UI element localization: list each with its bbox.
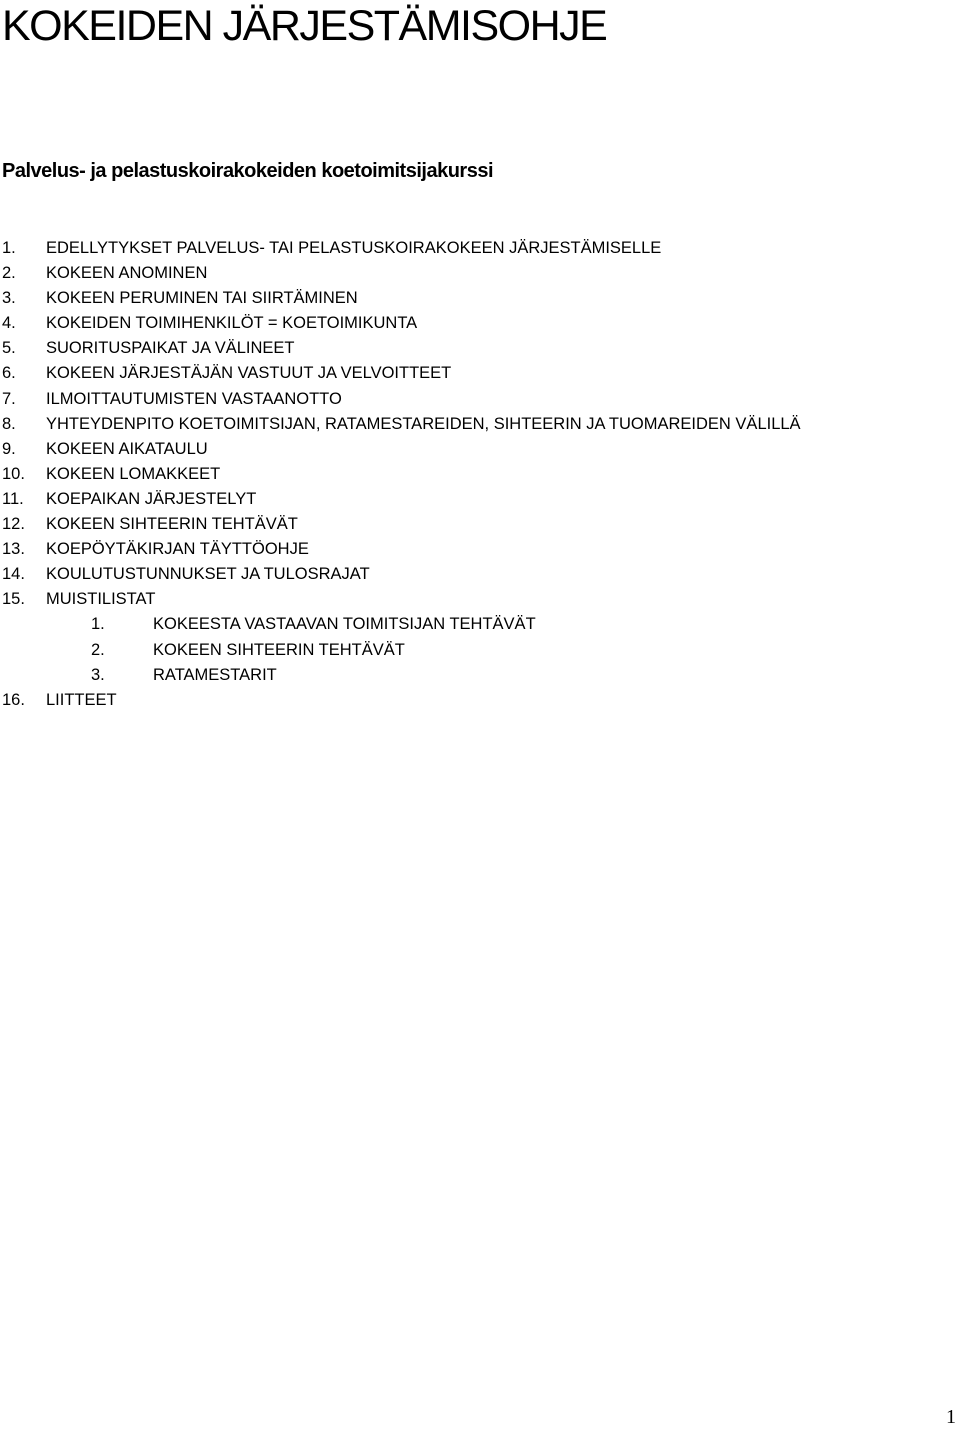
toc-item-number: 7. [2, 389, 16, 408]
toc-item-number: 1. [2, 239, 16, 257]
toc-subitem [0, 638, 900, 663]
toc-item [0, 512, 900, 537]
document-subtitle: Palvelus- ja pelastuskoirakokeiden koetoimitsijakurssi [2, 160, 493, 182]
toc-item-label: KOEPAIKAN JÄRJESTELYT [46, 489, 257, 508]
toc-item-label: KOKEEN LOMAKKEET [46, 464, 221, 483]
toc-item-number: 9. [2, 439, 16, 458]
toc-item-number: 5. [2, 339, 16, 358]
toc-item-label: SUORITUSPAIKAT JA VÄLINEET [46, 339, 295, 358]
toc-subitem-number: 2. [91, 640, 105, 659]
toc-item [0, 412, 900, 437]
toc-item [0, 562, 900, 587]
toc-item-number: 11. [2, 489, 24, 508]
toc-item [0, 487, 900, 512]
toc-item [0, 688, 900, 713]
toc-item-number: 13. [2, 540, 25, 559]
toc-item-label: YHTEYDENPITO KOETOIMITSIJAN, RATAMESTAREIDEN, SIHTEERIN JA TUOMAREIDEN VÄLILLÄ [46, 414, 801, 433]
toc-item [0, 336, 900, 361]
toc-item-label: ILMOITTAUTUMISTEN VASTAANOTTO [46, 389, 342, 408]
toc-item-label: KOKEEN PERUMINEN TAI SIIRTÄMINEN [46, 289, 358, 308]
toc-item [0, 311, 900, 336]
toc-item-label: MUISTILISTAT [46, 590, 156, 609]
toc-subitem-number: 3. [91, 665, 105, 684]
toc-item-label: EDELLYTYKSET PALVELUS- TAI PELASTUSKOIRAKOKEEN JÄRJESTÄMISELLE [46, 239, 662, 257]
table-of-contents [0, 236, 900, 713]
toc-item-number: 12. [2, 515, 25, 534]
toc-item [0, 537, 900, 562]
toc-item-label: KOKEEN AIKATAULU [46, 439, 208, 458]
toc-item [0, 437, 900, 462]
toc-item-number: 15. [2, 590, 25, 609]
toc-subitem-label: RATAMESTARIT [153, 665, 277, 684]
toc-item-number: 3. [2, 289, 16, 308]
toc-subitem-number: 1. [91, 615, 105, 634]
toc-item-label: KOKEEN SIHTEERIN TEHTÄVÄT [46, 515, 298, 534]
toc-item-label: KOKEEN JÄRJESTÄJÄN VASTUUT JA VELVOITTEET [46, 364, 452, 383]
toc-item-number: 8. [2, 414, 16, 433]
toc-item [0, 236, 900, 261]
toc-item [0, 361, 900, 386]
toc-item-number: 16. [2, 690, 25, 709]
toc-item-label: LIITTEET [46, 690, 117, 709]
toc-subitem [0, 663, 900, 688]
toc-item [0, 587, 900, 612]
toc-item-label: KOKEIDEN TOIMIHENKILÖT = KOETOIMIKUNTA [46, 314, 418, 333]
document-title: KOKEIDEN JÄRJESTÄMISOHJE [2, 2, 607, 50]
toc-item-number: 10. [2, 464, 25, 483]
toc-item [0, 261, 900, 286]
toc-item-label: KOEPÖYTÄKIRJAN TÄYTTÖOHJE [46, 540, 309, 559]
toc-item-number: 2. [2, 264, 16, 283]
toc-item [0, 387, 900, 412]
page-number: 1 [946, 1406, 956, 1428]
toc-item-label: KOKEEN ANOMINEN [46, 264, 208, 283]
toc-subitem-label: KOKEESTA VASTAAVAN TOIMITSIJAN TEHTÄVÄT [153, 615, 536, 634]
toc-item-number: 4. [2, 314, 16, 333]
toc-item-label: KOULUTUSTUNNUKSET JA TULOSRAJAT [46, 565, 370, 584]
toc-item-number: 14. [2, 565, 25, 584]
toc-item [0, 286, 900, 311]
toc-subitem [0, 612, 900, 637]
toc-item-number: 6. [2, 364, 16, 383]
toc-item [0, 462, 900, 487]
toc-subitem-label: KOKEEN SIHTEERIN TEHTÄVÄT [153, 640, 405, 659]
